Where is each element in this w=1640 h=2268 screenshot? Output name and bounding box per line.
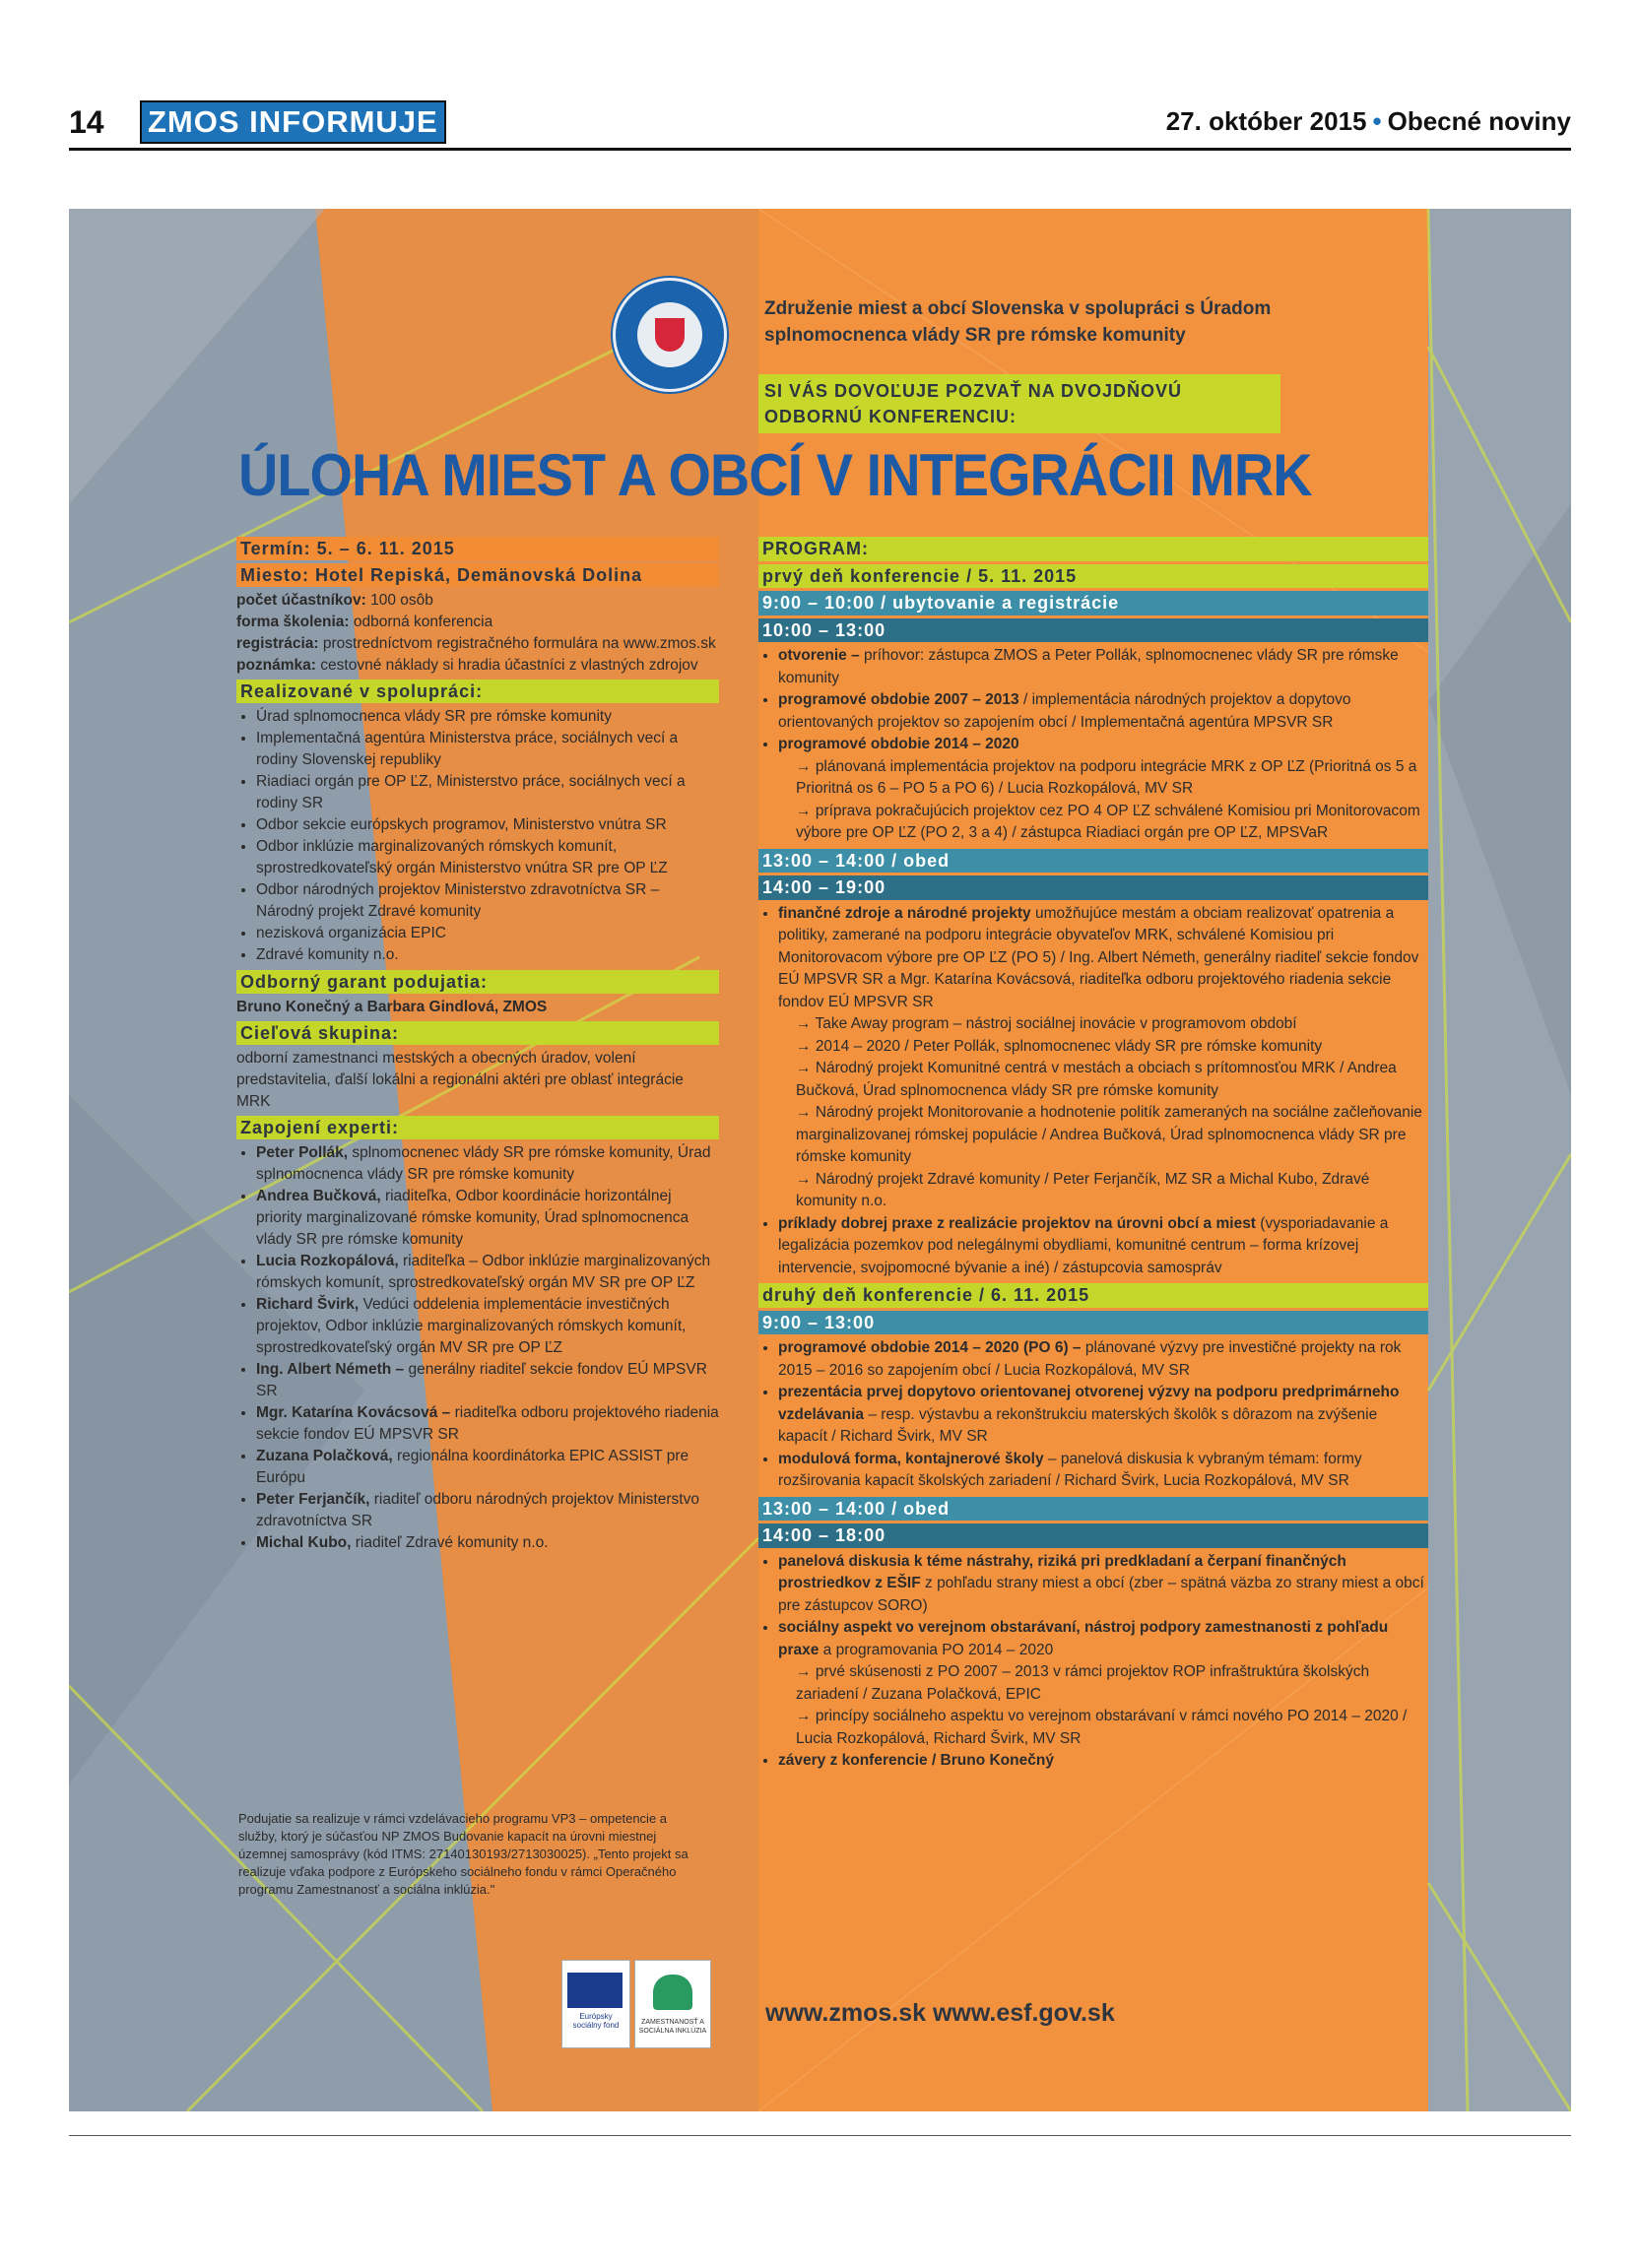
page-header: [69, 98, 1571, 150]
program-column: [758, 534, 1428, 1777]
list-item: • sociálny aspekt vo verejnom obstarávaní, nástroj podpory zamestnanosti z pohľadu praxe a programovania PO 2014 – 2020 → prvé skúsenosti z PO 2007 – 2013 v rámci projektov ROP infraštruktúra školských zariadení / Zuzana Polačková, EPIC → princípy sociálneho aspektu vo verejnom obstarávaní v rámci nového PO 2014 – 2020 / Lucia Rozkopálová, Richard Švirk, MV SR: [778, 1617, 1428, 1750]
list-item: • Andrea Bučková, riaditeľka, Odbor koordinácie horizontálnej priority marginalizované rómske komunity, Úrad splnomocnenca vlády SR pre rómske komunity: [256, 1186, 719, 1251]
funding-footnote: Podujatie sa realizuje v rámci vzdelávacieho programu VP3 – ompetencie a služby, ktorý je súčasťou NP ZMOS Budovanie kapacít na úrovni miestnej územnej samosprávy (kód ITMS: 27140130193/2713030025). „Tento projekt sa realizuje vďaka podpore z Európskeho sociálneho fondu v rámci Operačného programu Zamestnanosť a sociálna inklúzia.": [238, 1811, 689, 1897]
list-item: • Odbor sekcie európskych programov, Ministerstvo vnútra SR: [256, 814, 719, 836]
footer-rule: [69, 2135, 1571, 2136]
session-2-list: [758, 645, 1428, 845]
header-separator: •: [1372, 106, 1382, 136]
list-item: • Odbor národných projektov Ministerstvo zdravotníctva SR – Národný projekt Zdravé komunity: [256, 879, 719, 923]
list-item: • Richard Švirk, Vedúci oddelenia implementácie investičných projektov, Odbor inklúzie marginalizovaných rómskych komunít, sprostredkovateľský orgán MV SR pre OP ĽZ: [256, 1294, 719, 1359]
zsi-logo: ZAMESTNANOSŤ A SOCIÁLNA INKLÚZIA: [634, 1960, 711, 2048]
left-column: [236, 534, 719, 1558]
organizer-text: Združenie miest a obcí Slovenska v spolupráci s Úradom splnomocnenca vlády SR pre rómske komunity: [764, 298, 1272, 346]
eu-flag-icon: [567, 1973, 623, 2008]
list-item: • Peter Pollák, splnomocnenec vlády SR pre rómske komunity, Úrad splnomocnenca vlády SR pre rómske komunity: [256, 1142, 719, 1186]
list-item: • Zuzana Polačková, regionálna koordinátorka EPIC ASSIST pre Európu: [256, 1446, 719, 1489]
esf-logo: Európsky sociálny fond: [561, 1960, 630, 2048]
list-item: • Michal Kubo, riaditeľ Zdravé komunity n.o.: [256, 1532, 719, 1554]
sub-item: → Národný projekt Komunitné centrá v mestách a obciach s prítomnosťou MRK / Andrea Bučková, Úrad splnomocnenca vlády SR pre rómske komunity: [796, 1058, 1428, 1102]
target-group-text: odborní zamestnanci mestských a obecných úradov, volení predstavitelia, ďalší lokálni a regionálni aktéri pre oblasť integrácie MRK: [236, 1050, 684, 1110]
list-item: • programové obdobie 2014 – 2020 → plánovaná implementácia projektov na podporu integrácie MRK z OP ĽZ (Prioritná os 5 a Prioritná os 6 – PO 5 a PO 6) / Lucia Rozkopálová, MV SR → príprava pokračujúcich projektov cez PO 4 OP ĽZ schválené Komisiou pri Monitorovacom výbore pre OP ĽZ (PO 2, 3 a 4) / zástupca Riadiaci orgán pre OP ĽZ, MPSVaR: [778, 734, 1428, 845]
page-number: 14: [69, 104, 104, 140]
coat-of-arms-icon: [655, 318, 685, 352]
cooperation-list: [236, 706, 719, 966]
list-item: • panelová diskusia k téme nástrahy, riziká pri predkladaní a čerpaní finančných prostriedkov z EŠIF z pohľadu strany miest a obcí (zber – spätná väzba zo strany miest a obcí pre zástupcov SORO): [778, 1551, 1428, 1618]
info-row: poznámka: cestovné náklady si hradia účastníci z vlastných zdrojov: [236, 657, 698, 674]
sub-list: [778, 1661, 1428, 1750]
sub-list: [778, 1013, 1428, 1213]
list-item: • závery z konferencie / Bruno Konečný: [778, 1750, 1428, 1773]
list-item: • Lucia Rozkopálová, riaditeľka – Odbor inklúzie marginalizovaných rómskych komunít, sprostredkovateľský orgán MV SR pre OP ĽZ: [256, 1251, 719, 1294]
list-item: • Mgr. Katarína Kovácsová – riaditeľka odboru projektového riadenia sekcie fondov EÚ MPSVR SR: [256, 1402, 719, 1446]
day2-heading: druhý deň konferencie / 6. 11. 2015: [758, 1283, 1428, 1308]
sub-item: → Národný projekt Monitorovanie a hodnotenie politík zameraných na sociálne začleňovanie marginalizovanej rómskej populácie / Andrea Bučková, Úrad splnomocnenca vlády SR pre rómske komunity: [796, 1102, 1428, 1169]
list-item: • Riadiaci orgán pre OP ĽZ, Ministerstvo práce, sociálnych vecí a rodiny SR: [256, 771, 719, 814]
conference-poster: [69, 209, 1571, 2111]
list-item: • otvorenie – príhovor: zástupca ZMOS a Peter Pollák, splnomocnenec vlády SR pre rómske komunity: [778, 645, 1428, 689]
people-icon: [653, 1975, 692, 2010]
session-3: 13:00 – 14:00 / obed: [758, 849, 1428, 874]
session-4: 14:00 – 19:00: [758, 875, 1428, 900]
list-item: • Odbor inklúzie marginalizovaných rómskych komunít, sprostredkovateľský orgán Ministerstvo vnútra SR pre OP ĽZ: [256, 836, 719, 879]
sub-item: → 2014 – 2020 / Peter Pollák, splnomocnenec vlády SR pre rómske komunity: [796, 1036, 1428, 1059]
list-item: • programové obdobie 2014 – 2020 (PO 6) – plánované výzvy pre investičné projekty na rok 2015 – 2016 so zapojením obcí / Lucia Rozkopálová, MV SR: [778, 1337, 1428, 1382]
guarantor-names: Bruno Konečný a Barbara Gindlová, ZMOS: [236, 999, 548, 1015]
term-bar: Termín: 5. – 6. 11. 2015: [236, 537, 719, 560]
section-label: ZMOS INFORMUJE: [140, 100, 446, 144]
list-item: • Ing. Albert Németh – generálny riaditeľ sekcie fondov EÚ MPSVR SR: [256, 1359, 719, 1402]
list-item: • nezisková organizácia EPIC: [256, 923, 719, 944]
venue-bar: Miesto: Hotel Repiská, Demänovská Dolina: [236, 563, 719, 587]
session-5-list: [758, 1337, 1428, 1493]
sub-item: → prvé skúsenosti z PO 2007 – 2013 v rámci projektov ROP infraštruktúra školských zariadení / Zuzana Polačková, EPIC: [796, 1661, 1428, 1706]
list-item: • Úrad splnomocnenca vlády SR pre rómske komunity: [256, 706, 719, 728]
session-6: 13:00 – 14:00 / obed: [758, 1497, 1428, 1522]
list-item: • Zdravé komunity n.o.: [256, 944, 719, 966]
info-row: registrácia: prostredníctvom registračného formulára na www.zmos.sk: [236, 635, 716, 652]
info-block: [236, 590, 719, 677]
target-group-heading: Cieľová skupina:: [236, 1021, 719, 1045]
website-links: www.zmos.sk www.esf.gov.sk: [765, 1999, 1115, 2027]
session-4-list: [758, 903, 1428, 1280]
session-1: 9:00 – 10:00 / ubytovanie a registrácie: [758, 591, 1428, 616]
program-heading: PROGRAM:: [758, 537, 1428, 561]
guarantor-heading: Odborný garant podujatia:: [236, 970, 719, 994]
sub-item: → Národný projekt Zdravé komunity / Peter Ferjančík, MZ SR a Michal Kubo, Zdravé komunity n.o.: [796, 1169, 1428, 1213]
sub-item: → príprava pokračujúcich projektov cez PO 4 OP ĽZ schválené Komisiou pri Monitorovacom výbore pre OP ĽZ (PO 2, 3 a 4) / zástupca Riadiaci orgán pre OP ĽZ, MPSVaR: [796, 801, 1428, 845]
experts-heading: Zapojení experti:: [236, 1116, 719, 1139]
sub-list: [778, 756, 1428, 845]
day1-heading: prvý deň konferencie / 5. 11. 2015: [758, 564, 1428, 589]
info-row: počet účastníkov: 100 osôb: [236, 592, 433, 609]
sub-item: → princípy sociálneho aspektu vo verejnom obstarávaní v rámci nového PO 2014 – 2020 / Lucia Rozkopálová, Richard Švirk, MV SR: [796, 1706, 1428, 1750]
list-item: • programové obdobie 2007 – 2013 / implementácia národných projektov a dopytovo orientovaných projektov so zapojením obcí / Implementačná agentúra MPSVR SR: [778, 689, 1428, 734]
session-7: 14:00 – 18:00: [758, 1523, 1428, 1548]
header-info: [1166, 106, 1571, 137]
list-item: • Peter Ferjančík, riaditeľ odboru národných projektov Ministerstvo zdravotníctva SR: [256, 1489, 719, 1532]
experts-list: [236, 1142, 719, 1554]
publication-name: Obecné noviny: [1387, 106, 1571, 136]
session-2: 10:00 – 13:00: [758, 618, 1428, 643]
sub-item: → Take Away program – nástroj sociálnej inovácie v programovom období: [796, 1013, 1428, 1036]
list-item: • prezentácia prvej dopytovo orientovanej otvorenej výzvy na podporu predprimárneho vzdelávania – resp. výstavbu a rekonštrukciu materských školôk s dôrazom na zvýšenie kapacít / Richard Švirk, MV SR: [778, 1382, 1428, 1449]
zmos-logo: [613, 278, 727, 392]
sub-item: → plánovaná implementácia projektov na podporu integrácie MRK z OP ĽZ (Prioritná os 5 a Prioritná os 6 – PO 5 a PO 6) / Lucia Rozkopálová, MV SR: [796, 756, 1428, 801]
list-item: • príklady dobrej praxe z realizácie projektov na úrovni obcí a miest (vysporiadavanie a legalizácia pozemkov pod nelegálnymi obydliami, komunitné centrum – forma krízovej intervencie, svojpomocné bývanie a iné) / zástupcovia samospráv: [778, 1213, 1428, 1280]
list-item: • Implementačná agentúra Ministerstva práce, sociálnych vecí a rodiny Slovenskej republiky: [256, 728, 719, 771]
cooperation-heading: Realizované v spolupráci:: [236, 680, 719, 703]
session-5: 9:00 – 13:00: [758, 1311, 1428, 1335]
session-7-list: [758, 1551, 1428, 1773]
info-row: forma školenia: odborná konferencia: [236, 614, 493, 630]
list-item: • finančné zdroje a národné projekty umožňujúce mestám a obciam realizovať opatrenia a politiky, zamerané na podporu integrácie obyvateľov MRK, schválené Komisiou pri Monitorovacom výbore pre OP ĽZ (PO 5) / Ing. Albert Németh, generálny riaditeľ sekcie fondov EÚ MPSVR SR a Mgr. Katarína Kovácsová, riaditeľka odboru projektového riadenia sekcie fondov EÚ MPSVR SR → Take Away program – nástroj sociálnej inovácie v programovom období → 2014 – 2020 / Peter Pollák, splnomocnenec vlády SR pre rómske komunity → Národný projekt Komunitné centrá v mestách a obciach s prítomnosťou MRK / Andrea Bučková, Úrad splnomocnenca vlády SR pre rómske komunity → Národný projekt Monitorovanie a hodnotenie politík zameraných na sociálne začleňovanie marginalizovanej rómskej populácie / Andrea Bučková, Úrad splnomocnenca vlády SR pre rómske komunity → Národný projekt Zdravé komunity / Peter Ferjančík, MZ SR a Michal Kubo, Zdravé komunity n.o.: [778, 903, 1428, 1213]
header-rule: [69, 148, 1571, 151]
issue-date: 27. október 2015: [1165, 106, 1367, 136]
list-item: • modulová forma, kontajnerové školy – panelová diskusia k vybraným témam: formy rozširovania kapacít školských zariadení / Richard Švirk, Lucia Rozkopálová, MV SR: [778, 1449, 1428, 1493]
invitation-banner: SI VÁS DOVOĽUJE POZVAŤ NA DVOJDŇOVÚ ODBORNÚ KONFERENCIU:: [758, 374, 1280, 433]
conference-title: ÚLOHA MIEST A OBCÍ V INTEGRÁCII MRK: [238, 442, 1312, 508]
